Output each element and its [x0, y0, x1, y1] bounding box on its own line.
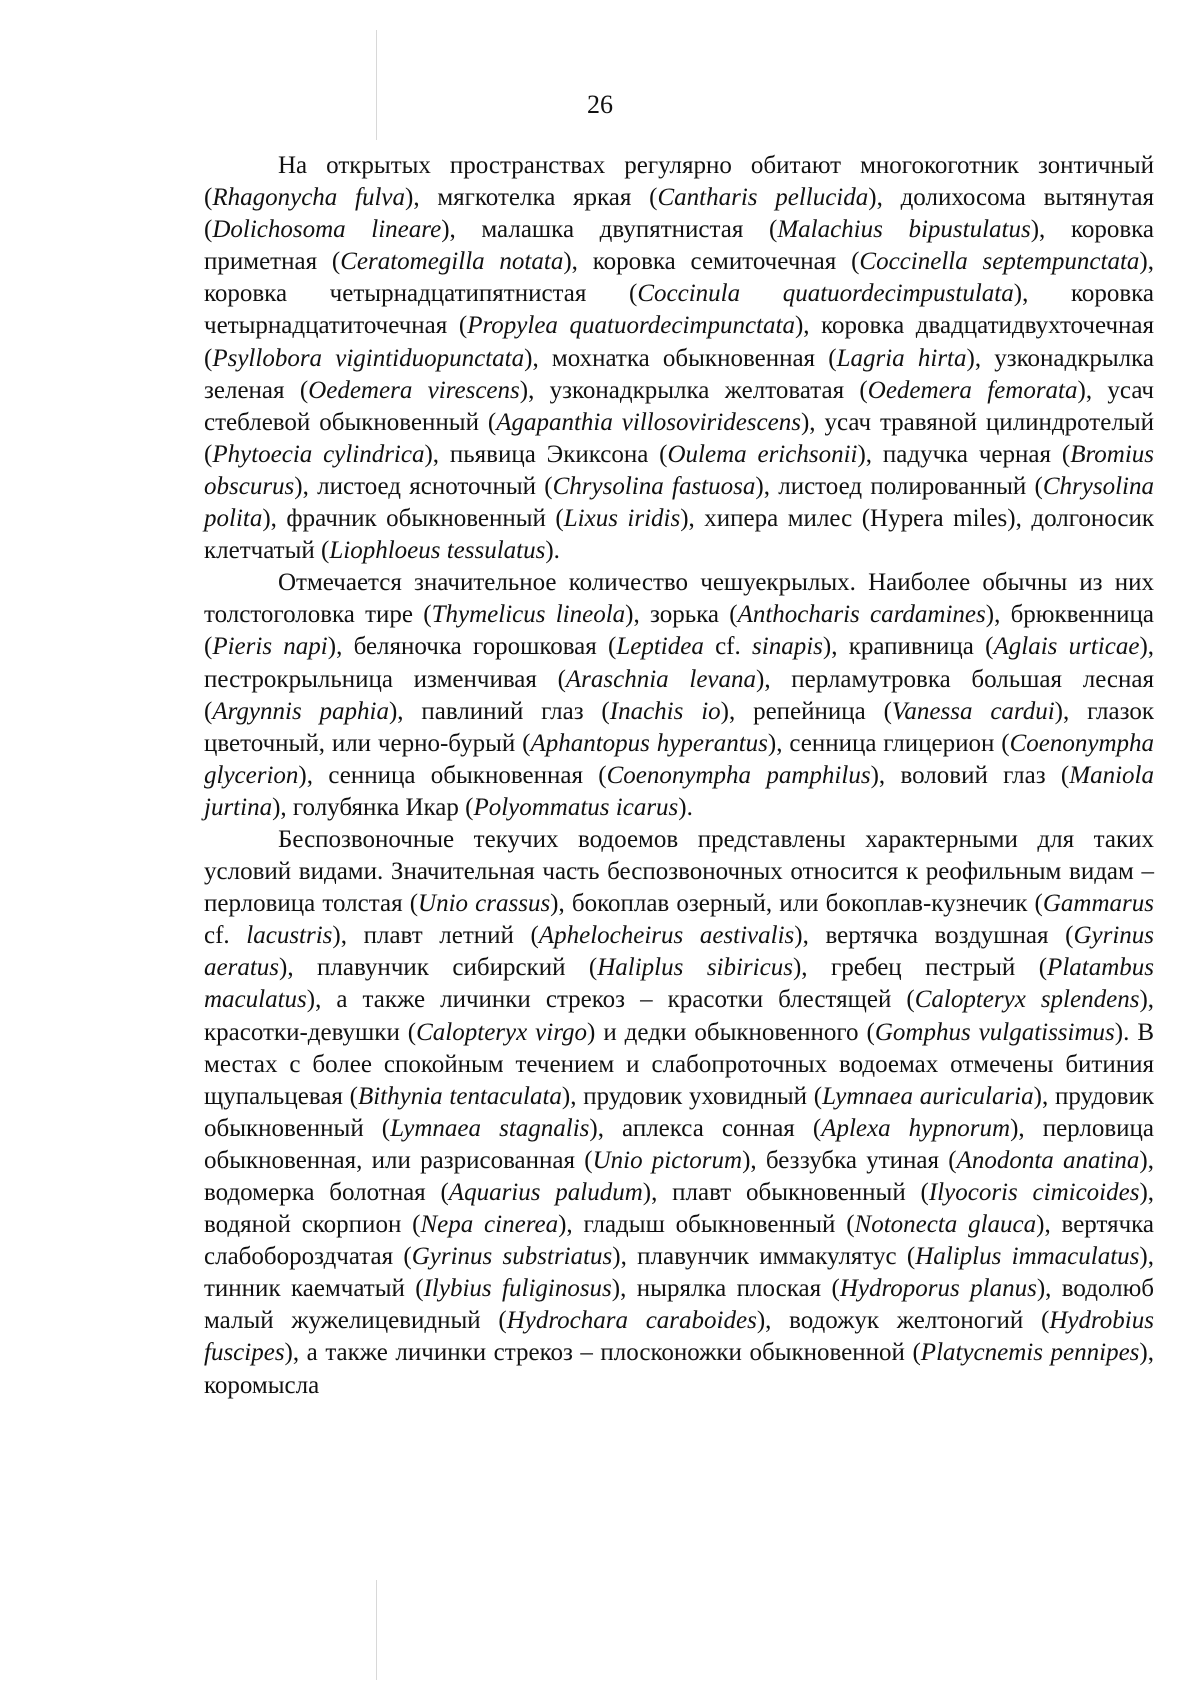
text-run: ), гладыш обыкновенный ( [558, 1211, 855, 1239]
text-run: Отмечается значительное количество чешуекрылых. Наиболее обычны из них толстоголовка тире ( [204, 569, 1154, 629]
species-latin-name: Anodonta anatina [956, 1146, 1140, 1174]
text-run: ), репейница ( [720, 697, 892, 725]
species-latin-name: Platambus maculatus [204, 954, 1154, 1014]
text-run: ), гребец пестрый ( [792, 954, 1048, 982]
text-run: ), мохнатка обыкновенная ( [524, 344, 837, 372]
text-run: ), тинник каемчатый ( [204, 1243, 1154, 1303]
species-latin-name: Phytoecia cylindrica [212, 440, 425, 468]
text-run: ), водяной скорпион ( [204, 1179, 1155, 1239]
text-run: ), коровка четырнадцатиточечная ( [204, 280, 1155, 340]
text-run: ), вертячка слабобороздчатая ( [204, 1211, 1155, 1271]
text-run: ), перламутровка большая лесная ( [204, 665, 1154, 725]
species-latin-name: Hydrochara caraboides [506, 1307, 757, 1335]
text-run: cf. [204, 922, 247, 950]
text-run: ), сенница обыкновенная ( [298, 761, 607, 789]
text-run: ), павлиний глаз ( [388, 697, 610, 725]
text-run: ), брюквенница ( [204, 601, 1154, 661]
text-run: ). В местах с более спокойным течением и слабопроточных водоемах отмечены битиния щупальцевая ( [204, 1018, 1154, 1110]
scan-fold-line-bottom [376, 1580, 377, 1680]
text-run: ), вертячка воздушная ( [794, 922, 1074, 950]
species-latin-name: Gyrinus substriatus [411, 1243, 613, 1271]
species-latin-name: Oulema erichsonii [667, 440, 858, 468]
text-run: ), красотки-девушки ( [204, 986, 1155, 1046]
text-run: ), падучка черная ( [857, 440, 1071, 468]
text-run: ), коровка четырнадцатипятнистая ( [204, 248, 1154, 308]
species-latin-name: Unio pictorum [592, 1146, 743, 1174]
text-run: ), усач стеблевой обыкновенный ( [204, 376, 1154, 436]
text-run: ), коровка приметная ( [204, 216, 1154, 276]
paragraph-aquatic-invertebrates [204, 824, 1154, 1402]
text-run: ), узконадкрылка зеленая ( [204, 344, 1155, 404]
text-run: ), прудовик уховидный ( [561, 1082, 823, 1110]
text-run: cf. [703, 633, 753, 661]
text-run: ), сенница глицерион ( [767, 729, 1010, 757]
text-run: ), плавунчик сибирский ( [279, 954, 598, 982]
species-latin-name: Platycnemis pennipes [920, 1339, 1140, 1367]
document-body [204, 150, 1154, 1402]
text-run: ), листоед полированный ( [755, 472, 1043, 500]
species-latin-name: Aplexa hypnorum [821, 1114, 1011, 1142]
page-number: 26 [587, 90, 613, 119]
species-latin-name: Oedemera femorata [867, 376, 1078, 404]
species-latin-name: Chrysolina fastuosa [552, 472, 756, 500]
text-run: ), плавт обыкновенный ( [642, 1179, 929, 1206]
text-run: ), листоед ясноточный ( [294, 472, 553, 500]
text-run: ), зорька ( [625, 601, 738, 629]
species-latin-name: Nepa cinerea [420, 1211, 559, 1239]
species-latin-name: Maniola jurtina [204, 761, 1154, 821]
text-run: ), пестрокрыльница изменчивая ( [204, 633, 1155, 693]
paragraph-butterflies [204, 567, 1154, 824]
text-run: ), пьявица Экиксона ( [424, 440, 668, 468]
species-latin-name: Agapanthia villosoviridescens [496, 408, 801, 436]
species-latin-name: Ilyocoris cimicoides [928, 1179, 1140, 1206]
species-latin-name: sinapis [752, 633, 823, 661]
text-run: ), коровка двадцатидвухточечная ( [204, 312, 1155, 372]
text-run: ), малашка двупятнистая ( [441, 216, 778, 244]
species-latin-name: Dolichosoma lineare [212, 216, 442, 244]
scan-fold-line-top [376, 30, 377, 140]
species-latin-name: Lymnaea auricularia [822, 1082, 1034, 1110]
species-latin-name: Araschnia levana [565, 665, 757, 693]
species-latin-name: Polyommatus icarus [473, 793, 679, 821]
text-run: ), беззубка утиная ( [742, 1146, 957, 1174]
species-latin-name: Coenonympha glycerion [204, 729, 1154, 789]
text-run: ), долихосома вытянутая ( [204, 184, 1154, 244]
species-latin-name: Coccinella septempunctata [859, 248, 1140, 276]
text-run: ), плавт летний ( [332, 922, 539, 950]
species-latin-name: Pieris napi [212, 633, 328, 661]
species-latin-name: Argynnis paphia [212, 697, 389, 725]
species-latin-name: Bithynia tentaculata [357, 1082, 562, 1110]
species-latin-name: Vanessa cardui [891, 697, 1055, 725]
text-run: ), плавунчик иммакулятус ( [612, 1243, 916, 1271]
species-latin-name: Unio crassus [418, 890, 551, 918]
species-latin-name: Thymelicus lineola [431, 601, 626, 629]
species-latin-name: Lymnaea stagnalis [390, 1114, 590, 1142]
species-latin-name: Aphelocheirus aestivalis [538, 922, 795, 950]
text-run: ), водожук желтоногий ( [756, 1307, 1050, 1335]
species-latin-name: Inachis io [609, 697, 721, 725]
text-run: ), нырялка плоская ( [611, 1275, 840, 1303]
text-run: ) и дедки обыкновенного ( [587, 1018, 875, 1046]
text-run: ), аплекса сонная ( [589, 1114, 822, 1142]
species-latin-name: Aphantopus hyperantus [530, 729, 768, 757]
text-run: ), узконадкрылка желтоватая ( [519, 376, 868, 404]
species-latin-name: Propylea quatuordecimpunctata [467, 312, 795, 340]
text-run: ), а также личинки стрекоз – плосконожки обыкновенной ( [284, 1339, 921, 1367]
species-latin-name: Gammarus [1042, 890, 1154, 918]
text-run: ), крапивница ( [822, 633, 994, 661]
species-latin-name: Gyrinus aeratus [204, 922, 1155, 982]
text-run: ), воловий глаз ( [870, 761, 1070, 789]
species-latin-name: Liophloeus tessulatus [329, 537, 546, 565]
species-latin-name: Ceratomegilla notata [340, 248, 564, 276]
species-latin-name: Oedemera virescens [308, 376, 520, 404]
text-run: ), водомерка болотная ( [204, 1146, 1154, 1206]
species-latin-name: Malachius bipustulatus [777, 216, 1031, 244]
species-latin-name: Hydrobius fuscipes [204, 1307, 1154, 1367]
text-run: ), хипера милес (Hypera miles), долгоносик клетчатый ( [204, 505, 1154, 565]
species-latin-name: lacustris [246, 922, 333, 950]
species-latin-name: Coenonympha pamphilus [606, 761, 871, 789]
paragraph-beetles [204, 150, 1154, 567]
text-run: ), а также личинки стрекоз – красотки блестящей ( [306, 986, 915, 1014]
species-latin-name: Calopteryx virgo [416, 1018, 588, 1046]
species-latin-name: Bromius obscurus [204, 440, 1154, 500]
text-run: Беспозвоночные текучих водоемов представлены характерными для таких условий видами. Значительная часть беспозвоночных относится к реофильным видам – перловица толстая ( [204, 825, 1154, 918]
species-latin-name: Haliplus sibiricus [597, 954, 793, 982]
text-run: ), перловица обыкновенная, или разрисованная ( [204, 1114, 1154, 1174]
text-run: ), мягкотелка яркая ( [405, 184, 658, 212]
species-latin-name: Coccinula quatuordecimpustulata [637, 280, 1014, 308]
species-latin-name: Rhagonycha fulva [212, 184, 406, 212]
text-run: ), фрачник обыкновенный ( [262, 505, 564, 533]
species-latin-name: Chrysolina polita [204, 472, 1154, 533]
text-run: ), коромысла [204, 1339, 1154, 1399]
species-latin-name: Anthocharis cardamines [737, 601, 986, 629]
text-run: ), водолюб малый жужелицевидный ( [204, 1275, 1154, 1335]
text-run: ), беляночка горошковая ( [327, 633, 617, 661]
species-latin-name: Calopteryx splendens [914, 986, 1140, 1014]
species-latin-name: Aglais urticae [993, 633, 1140, 661]
species-latin-name: Lixus iridis [563, 505, 681, 533]
species-latin-name: Hydroporus planus [839, 1275, 1037, 1303]
text-run: ), бокоплав озерный, или бокоплав-кузнечик ( [550, 890, 1043, 918]
text-run: ), голубянка Икар ( [272, 793, 474, 821]
text-run: ), прудовик обыкновенный ( [204, 1082, 1154, 1142]
text-run: ), коровка семиточечная ( [563, 248, 860, 276]
species-latin-name: Haliplus immaculatus [915, 1243, 1140, 1271]
text-run: ), усач травяной цилиндротелый ( [204, 408, 1154, 468]
species-latin-name: Notonecta glauca [854, 1211, 1037, 1239]
text-run: На открытых пространствах регулярно обитают многокоготник зонтичный ( [204, 152, 1154, 212]
species-latin-name: Gomphus vulgatissimus [874, 1018, 1115, 1046]
text-run: ). [678, 793, 693, 821]
text-run: ), глазок цветочный, или черно-бурый ( [204, 697, 1154, 757]
species-latin-name: Lagria hirta [836, 344, 967, 372]
species-latin-name: Leptidea [616, 633, 704, 661]
species-latin-name: Psyllobora vigintiduopunctata [212, 344, 525, 372]
text-run: ). [545, 537, 560, 565]
species-latin-name: Aquarius paludum [448, 1179, 643, 1206]
species-latin-name: Cantharis pellucida [657, 184, 869, 212]
species-latin-name: Ilybius fuliginosus [423, 1275, 612, 1303]
